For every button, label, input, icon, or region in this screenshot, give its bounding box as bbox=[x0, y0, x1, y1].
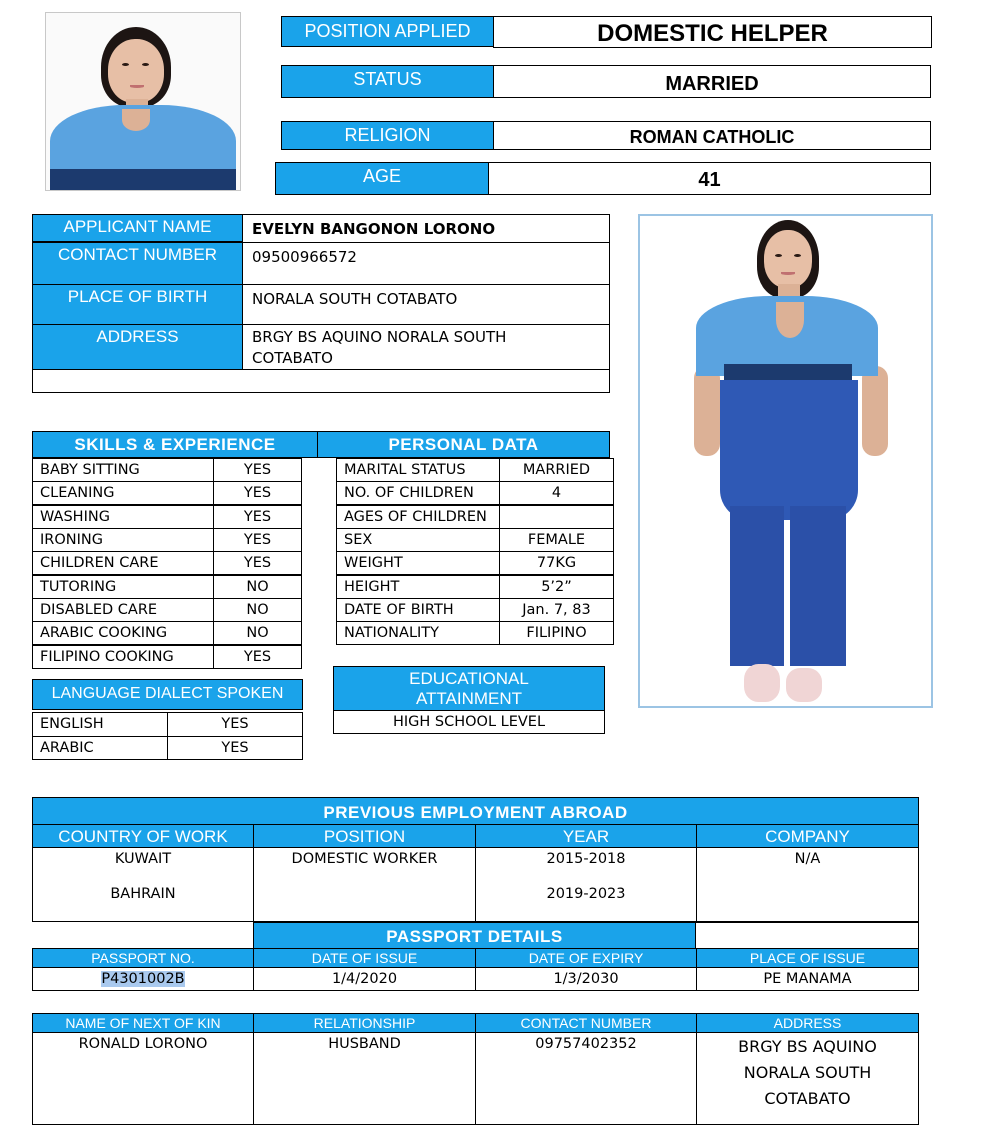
kin-address-line: COTABATO bbox=[764, 1089, 851, 1108]
col-date-of-expiry: DATE OF EXPIRY bbox=[475, 948, 697, 968]
col-kin-address: ADDRESS bbox=[696, 1013, 919, 1033]
skills-experience-header: SKILLS & EXPERIENCE bbox=[32, 431, 318, 458]
personal-field: MARITAL STATUS bbox=[336, 458, 500, 482]
applicant-fullbody-photo bbox=[638, 214, 933, 708]
employment-year-cell bbox=[475, 847, 697, 922]
contact-number-value: 09500966572 bbox=[242, 242, 610, 285]
col-next-of-kin: NAME OF NEXT OF KIN bbox=[32, 1013, 254, 1033]
status-label: STATUS bbox=[281, 65, 494, 98]
place-of-birth-label: PLACE OF BIRTH bbox=[32, 284, 243, 325]
passport-header-right-blank bbox=[695, 922, 919, 949]
kin-name: RONALD LORONO bbox=[78, 1036, 208, 1052]
skill-name: DISABLED CARE bbox=[32, 598, 214, 622]
passport-place-of-issue: PE MANAMA bbox=[696, 967, 919, 991]
passport-issue-date: 1/4/2020 bbox=[253, 967, 476, 991]
applicant-name-label: APPLICANT NAME bbox=[32, 214, 243, 242]
skill-value: YES bbox=[213, 645, 302, 669]
kin-relationship-cell bbox=[253, 1032, 476, 1125]
applicant-headshot-photo bbox=[45, 12, 241, 191]
employment-year: 2019-2023 bbox=[546, 886, 626, 902]
skill-name: IRONING bbox=[32, 528, 214, 552]
personal-value: FEMALE bbox=[499, 528, 614, 552]
passport-number bbox=[32, 967, 254, 991]
employment-country: KUWAIT bbox=[114, 851, 172, 867]
kin-address-line: BRGY BS AQUINO bbox=[738, 1037, 877, 1056]
skill-value: NO bbox=[213, 575, 302, 599]
personal-value: FILIPINO bbox=[499, 621, 614, 645]
language-name: ARABIC bbox=[32, 736, 168, 760]
kin-name-cell bbox=[32, 1032, 254, 1125]
kin-relationship: HUSBAND bbox=[328, 1036, 401, 1052]
personal-value bbox=[499, 505, 614, 529]
col-relationship: RELATIONSHIP bbox=[253, 1013, 476, 1033]
language-name: ENGLISH bbox=[32, 712, 168, 737]
kin-contact: 09757402352 bbox=[535, 1036, 637, 1052]
position-applied-value: DOMESTIC HELPER bbox=[493, 16, 932, 48]
position-applied-label: POSITION APPLIED bbox=[281, 16, 494, 47]
col-date-of-issue: DATE OF ISSUE bbox=[253, 948, 476, 968]
status-value: MARRIED bbox=[493, 65, 931, 98]
employment-position: DOMESTIC WORKER bbox=[291, 851, 438, 867]
employment-position-cell bbox=[253, 847, 476, 922]
place-of-birth-value: NORALA SOUTH COTABATO bbox=[242, 284, 610, 325]
col-passport-no: PASSPORT NO. bbox=[32, 948, 254, 968]
personal-data-header: PERSONAL DATA bbox=[317, 431, 610, 458]
personal-field: AGES OF CHILDREN bbox=[336, 505, 500, 529]
address-value: BRGY BS AQUINO NORALA SOUTH COTABATO bbox=[242, 324, 610, 370]
kin-address-line: NORALA SOUTH bbox=[743, 1063, 872, 1082]
skill-name: TUTORING bbox=[32, 575, 214, 599]
religion-label: RELIGION bbox=[281, 121, 494, 150]
previous-employment-header: PREVIOUS EMPLOYMENT ABROAD bbox=[32, 797, 919, 825]
contact-number-label: CONTACT NUMBER bbox=[32, 242, 243, 285]
skill-value: YES bbox=[213, 505, 302, 529]
educational-attainment-header: EDUCATIONAL ATTAINMENT bbox=[333, 666, 605, 711]
address-label: ADDRESS bbox=[32, 324, 243, 370]
employment-country-cell bbox=[32, 847, 254, 922]
col-company: COMPANY bbox=[696, 824, 919, 848]
personal-field: HEIGHT bbox=[336, 575, 500, 599]
applicant-name-value: EVELYN BANGONON LORONO bbox=[242, 214, 610, 243]
skill-name: ARABIC COOKING bbox=[32, 621, 214, 645]
personal-field: SEX bbox=[336, 528, 500, 552]
age-label: AGE bbox=[275, 162, 489, 195]
col-kin-contact-number: CONTACT NUMBER bbox=[475, 1013, 697, 1033]
skill-name: BABY SITTING bbox=[32, 458, 214, 482]
applicant-empty-row bbox=[32, 369, 610, 393]
age-value: 41 bbox=[488, 162, 931, 195]
educational-attainment-value: HIGH SCHOOL LEVEL bbox=[333, 710, 605, 734]
kin-address-cell bbox=[696, 1032, 919, 1125]
personal-value: MARRIED bbox=[499, 458, 614, 482]
skill-value: NO bbox=[213, 598, 302, 622]
kin-contact-cell bbox=[475, 1032, 697, 1125]
passport-number-highlight: P4301002B bbox=[101, 971, 185, 987]
personal-field: NO. OF CHILDREN bbox=[336, 481, 500, 505]
skill-name: FILIPINO COOKING bbox=[32, 645, 214, 669]
passport-expiry-date: 1/3/2030 bbox=[475, 967, 697, 991]
skill-name: WASHING bbox=[32, 505, 214, 529]
language-value: YES bbox=[167, 736, 303, 760]
passport-details-header: PASSPORT DETAILS bbox=[253, 922, 696, 949]
personal-value: 4 bbox=[499, 481, 614, 505]
skill-value: YES bbox=[213, 481, 302, 505]
skill-value: YES bbox=[213, 458, 302, 482]
personal-field: DATE OF BIRTH bbox=[336, 598, 500, 622]
language-dialect-header: LANGUAGE DIALECT SPOKEN bbox=[32, 679, 303, 710]
skill-value: YES bbox=[213, 528, 302, 552]
language-value: YES bbox=[167, 712, 303, 737]
col-place-of-issue: PLACE OF ISSUE bbox=[696, 948, 919, 968]
col-year: YEAR bbox=[475, 824, 697, 848]
personal-field: WEIGHT bbox=[336, 551, 500, 575]
personal-value: 5’2” bbox=[499, 575, 614, 599]
employment-country: BAHRAIN bbox=[110, 886, 176, 902]
employment-company: N/A bbox=[794, 851, 821, 867]
personal-value: Jan. 7, 83 bbox=[499, 598, 614, 622]
personal-field: NATIONALITY bbox=[336, 621, 500, 645]
skill-name: CLEANING bbox=[32, 481, 214, 505]
col-country-of-work: COUNTRY OF WORK bbox=[32, 824, 254, 848]
employment-company-cell bbox=[696, 847, 919, 922]
employment-year: 2015-2018 bbox=[546, 851, 626, 867]
col-position: POSITION bbox=[253, 824, 476, 848]
skill-value: YES bbox=[213, 551, 302, 575]
personal-value: 77KG bbox=[499, 551, 614, 575]
religion-value: ROMAN CATHOLIC bbox=[493, 121, 931, 150]
skill-name: CHILDREN CARE bbox=[32, 551, 214, 575]
skill-value: NO bbox=[213, 621, 302, 645]
